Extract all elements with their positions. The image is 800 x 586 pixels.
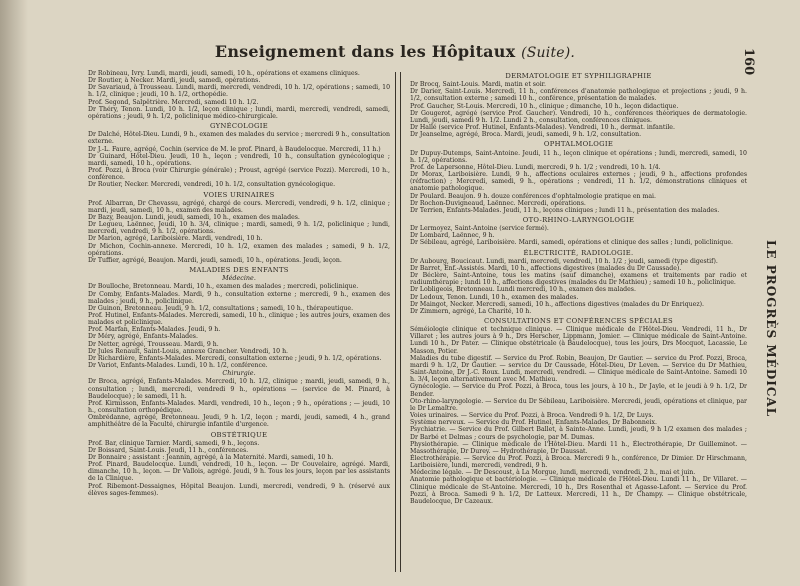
schedule-entry: Dr Rochon-Duvigneaud, Laënnec. Mercredi, opérations. — [410, 199, 586, 207]
schedule-entry: Dr Michon, Cochin-annexe. Mercredi, 10 h. 1/2, examen des malades ; samedi, 9 h. 1/2, opérations. — [88, 242, 390, 257]
schedule-entry: Dr Maingot, Necker. Mercredi, samedi, 10 h., affections digestives (malades du Dr Enriquez). — [410, 300, 704, 308]
schedule-entry: Dr Robineau, Ivry. Lundi, mardi, jeudi, samedi, 10 h., opérations et examens cliniques. — [88, 70, 360, 77]
schedule-entry: Dr Terrien, Enfants-Malades. Jeudi, 11 h., leçons cliniques ; lundi 11 h., présentation des malades. — [410, 206, 720, 214]
schedule-entry: Dr Marion, agrégé, Lariboisière. Mardi, vendredi, 10 h. — [88, 235, 263, 243]
schedule-entry: Prof. Pozzi, à Broca (voir Chirurgie générale) ; Proust, agrégé (service Pozzi). Mercredi, 10 h., conférence. — [88, 167, 390, 182]
schedule-entry: Dr Lombard, Laënnec, 9 h. — [410, 232, 495, 240]
left-column — [88, 70, 390, 497]
schedule-entry: Dr Théry, Tenon. Lundi, 10 h. 1/2, leçon clinique ; lundi, mardi, mercredi, vendredi, samedi, opérations ; jeudi, 9 h. 1/2, policlinique médico-chirurgicale. — [88, 105, 390, 120]
schedule-entry: Dr Bonnaire ; assistant : Jeannin, agrégé, à la Maternité. Mardi, samedi, 10 h. — [88, 453, 334, 461]
section-heading: GYNÉCOLOGIE — [210, 122, 268, 131]
schedule-entry: Voies urinaires. — Service du Prof. Pozzi, à Broca. Vendredi 9 h. 1/2, Dr Luys. — [410, 412, 654, 420]
schedule-entry: Dr Netter, agrégé, Trousseau. Mardi, 9 h. — [88, 340, 219, 348]
schedule-entry: Dr Poulard. Beaujon. 9 h. douze conférences d'ophtalmologie pratique en mai. — [410, 192, 656, 200]
schedule-entry: Dr Lermoyez, Saint-Antoine (service fermé). — [410, 225, 549, 233]
section-heading: MALADIES DES ENFANTS — [189, 266, 289, 275]
schedule-entry: Dr Gougerot, agrégé (service Prof. Gaucher). Vendredi, 10 h., conférences théoriques de dermatologie. Lundi, jeudi, samedi 9 h. 1/2. Lundi 2 h., consultation, conférences cliniques. — [410, 109, 747, 124]
schedule-entry: Physiothérapie. — Clinique médicale de l'Hôtel-Dieu. Mardi 11 h., Électrothérapie, Dr Guilleminot. — Massothérapie, Dr Durey. — Hydrothérapie, Dr Daussat. — [410, 440, 747, 455]
schedule-entry: Gynécologie. — Service du Prof. Pozzi, à Broca, tous les jours, à 10 h., Dr Jayle, et le jeudi à 9 h. 1/2, Dr Bender. — [410, 383, 747, 398]
section-heading: OPHTALMOLOGIE — [543, 140, 614, 149]
schedule-entry: Dr Boulloche, Bretonneau. Mardi, 10 h., examen des malades ; mercredi, policlinique. — [88, 283, 359, 291]
subsection-heading: Chirurgie. — [222, 369, 256, 378]
schedule-entry: Dr Méry, agrégé, Enfants-Malades. — [88, 333, 198, 341]
schedule-entry: Médecine légale. — Dr Descoust, à La Morgue, lundi, mercredi, vendredi, 2 h., mai et juin. — [410, 469, 696, 477]
schedule-entry: Séméiologie clinique et technique clinique. — Clinique médicale de l'Hôtel-Dieu. Vendredi, 11 h., Dr Villaret ; les autres jours à 9 h., Drs Herscher, Lippmann, Jomier. — Clinique médicale de Saint-Antoine. Lundi 10 h., Dr Pater. — Clinique obstétricale (à Baudelocque), tous les jours, Drs Mocquot, Lacassie, Le Masson, Potier. — [410, 326, 747, 355]
page-number: 160 — [741, 48, 756, 76]
section-heading: DERMATOLOGIE ET SYPHILIGRAPHIE — [505, 72, 652, 80]
schedule-entry: Prof. Ribemont-Dessaignes, Hôpital Beaujon. Lundi, mercredi, vendredi, 9 h. (réservé aux élèves sages-femmes). — [88, 482, 390, 497]
schedule-entry: Dr Lobligeois, Bretonneau. Lundi mercredi, 10 h., examen des malades. — [410, 286, 636, 294]
schedule-entry: Dr J.-L. Faure, agrégé, Cochin (service de M. le prof. Pinard, à Baudelocque. Mercredi, 11 h.) — [88, 145, 381, 153]
schedule-entry: Dr Bazy, Beaujon. Lundi, jeudi, samedi, 10 h., examen des malades. — [88, 213, 300, 221]
schedule-entry: Dr Guinon, Bretonneau. Jeudi, 9 h. 1/2, consultations ; samedi, 10 h., thérapeutique. — [88, 304, 354, 312]
schedule-entry: Dr Zimmern, agrégé, La Charité, 10 h. — [410, 307, 532, 315]
column-divider — [395, 72, 401, 572]
schedule-entry: Prof. Kirmisson, Enfants-Malades. Mardi, vendredi, 10 h., leçon ; 9 h., opérations ; — jeudi, 10 h., consultation orthopédique. — [88, 399, 390, 415]
running-head: LE PROGRÈS MÉDICAL — [764, 240, 778, 418]
section-heading: OTO-RHINO-LARYNGOLOGIE — [522, 215, 635, 224]
schedule-entry: Dr Aubourg, Boucicaut. Lundi, mardi, mercredi, vendredi, 10 h. 1/2 ; jeudi, samedi (type digestif). — [410, 257, 718, 265]
section-heading: VOIES URINAIRES — [203, 190, 275, 199]
schedule-entry: Dr Boissard, Saint-Louis. Jeudi, 11 h., conférences. — [88, 446, 249, 454]
schedule-entry: Anatomie pathologique et bactériologie. — Clinique médicale de l'Hôtel-Dieu. Lundi 11 h., Dr Villaret. — Clinique médicale de St-Antoine. Mercredi, 10 h., Drs Rosenthal et Agasse-Lafont. — Service du Prof. Pozzi, à Broca. Samedi 9 h. 1/2, Dr Latteux. Mercredi, 11 h., Dr Champy. — Clinique obstétricale, Baudelocque, Dr Cazeaux. — [410, 476, 747, 505]
schedule-entry: Dr Brocq, Saint-Louis. Mardi, matin et soir. — [410, 81, 546, 89]
schedule-entry: Prof. Hutinel, Enfants-Malades. Mercredi, samedi, 10 h., clinique ; les autres jours, examen des malades et policlinique. — [88, 312, 390, 327]
schedule-entry: Dr Darier, Saint-Louis. Mercredi, 11 h., conférences d'anatomie pathologique et projections ; jeudi, 9 h. 1/2, consultation externe ; samedi 10 h., conférence, présentation de malades. — [410, 88, 747, 103]
schedule-entry: Prof. Bar, clinique Tarnier. Mardi, samedi, 9 h., leçons. — [88, 439, 260, 447]
schedule-entry: Électrothérapie. — Service du Prof. Pozzi, à Broca. Mercredi 9 h., conférence, Dr Dimier. Dr Hirschmann, Lariboisière, lundi, mercredi, vendredi, 9 h. — [410, 454, 747, 470]
schedule-entry: Dr Béclère, Saint-Antoine, tous les matins (sauf dimanche), examens et traitements par radio et radiumthérapie ; lundi 10 h., affections digestives (malades du Dr Mathieu) ; samedi 10 h., policlinique. — [410, 272, 747, 287]
right-column — [410, 70, 747, 505]
schedule-entry: Prof. Segond, Salpêtrière. Mercredi, samedi 10 h. 1/2. — [88, 98, 259, 106]
schedule-entry: Dr Ledoux, Tenon. Lundi, 10 h., examen des malades. — [410, 293, 579, 301]
schedule-entry: Dr Jeanselme, agrégé, Broca. Mardi, jeudi, samedi, 9 h. 1/2, consultation. — [410, 131, 642, 139]
schedule-entry: Prof. de Lapersonne, Hôtel-Dieu. Lundi, mercredi, 9 h. 1/2 ; vendredi, 10 h. 1/4. — [410, 163, 661, 171]
schedule-entry: Prof. Marfan, Enfants-Malades. Jeudi, 9 h. — [88, 326, 221, 334]
schedule-entry: Dr Broca, agrégé, Enfants-Malades. Mercredi, 10 h. 1/2, clinique ; mardi, jeudi, samedi, 9 h., consultation ; lundi, mercredi, vendredi 9 h., opérations — (service de M. Pinard, à Baudelocque) ; le samedi, 11 h. — [88, 378, 390, 400]
section-heading: ÉLECTRICITÉ, RADIOLOGIE. — [523, 248, 634, 257]
schedule-entry: Dr Jules Renault, Saint-Louis, annexe Grancher. Vendredi, 10 h. — [88, 347, 289, 355]
page-fold-shadow — [0, 0, 28, 586]
schedule-entry: Dr Sébileau, agrégé, Lariboisière. Mardi, samedi, opérations et clinique des salles ; lundi, policlinique. — [410, 239, 733, 247]
schedule-entry: Dr Routier, à Necker. Mardi, jeudi, samedi, opérations. — [88, 77, 261, 85]
schedule-entry: Dr Comby, Enfants-Malades. Mardi, 9 h., consultation externe ; mercredi, 9 h., examen des malades ; jeudi, 9 h., policlinique. — [88, 290, 390, 305]
schedule-entry: Oto-rhino-laryngologie. — Service du Dr Sébileau, Lariboisière. Mercredi, jeudi, opérations et clinique, par le Dr Lemaître. — [410, 397, 747, 412]
subsection-heading: Médecine. — [222, 274, 256, 283]
schedule-entry: Système nerveux. — Service du Prof. Hutinel, Enfants-Malades, Dr Babonneix. — [410, 419, 657, 427]
schedule-entry: Dr Richardière, Enfants-Malades. Mercredi, consultation externe ; jeudi, 9 h. 1/2, opérations. — [88, 354, 382, 362]
schedule-entry: Dr Tuffier, agrégé, Beaujon. Mardi, jeudi, samedi, 10 h., opérations. Jeudi, leçon. — [88, 256, 342, 264]
title-suffix: (Suite). — [521, 45, 576, 61]
schedule-entry: Prof. Pinard, Baudelocque. Lundi, vendredi, 10 h., leçon. — Dr Couvelaire, agrégé. Mardi, dimanche, 10 h., leçon. — Dr Vallois, agrégé. Jeudi, 9 h. Tous les jours, leçon par les assistants de la Clinique. — [88, 461, 390, 483]
schedule-entry: Prof. Albarran, Dr Chevassu, agrégé, chargé de cours. Mercredi, vendredi, 9 h. 1/2, clinique ; mardi, jeudi, samedi, 10 h., examen des malades. — [88, 199, 390, 214]
schedule-entry: Dr Savariaud, à Trousseau. Lundi, mardi, mercredi, vendredi, 10 h. 1/2, opérations ; samedi, 10 h. 1/2, clinique ; jeudi, 10 h. 1/2, orthopédie. — [88, 84, 390, 99]
title-main: Enseignement dans les Hôpitaux — [214, 42, 516, 61]
schedule-entry: Dr Dalché, Hôtel-Dieu. Lundi, 9 h., examen des malades du service ; mercredi 9 h., consultation externe. — [88, 131, 390, 146]
schedule-entry: Dr Legueu, Laënnec, Jeudi, 10 h. 3/4, clinique ; mardi, samedi, 9 h. 1/2, policlinique ; lundi, mercredi, vendredi, 9 h. 1/2, opérations. — [88, 221, 390, 236]
schedule-entry: Psychiatrie. — Service du Prof. Gilbert Ballet, à Sainte-Anne. Lundi, jeudi, 9 h 1/2 examen des malades ; Dr Barbé et Delmas ; cours de psychologie, par M. Dumas. — [410, 426, 747, 441]
schedule-entry: Dr Variot, Enfants-Malades. Lundi, 10 h. 1/2, conférence. — [88, 362, 268, 370]
schedule-entry: Ombrédanne, agrégé, Bretonneau. Jeudi, 9 h. 1/2, leçon ; mardi, jeudi, samedi, 4 h., grand amphithéâtre de la Faculté, chirurgie infantile d'urgence. — [88, 414, 390, 429]
section-heading: CONSULTATIONS ET CONFÉRENCES SPÉCIALES — [484, 317, 673, 325]
schedule-entry: Dr Barret, Enf.-Assistés. Mardi, 10 h., affections digestives (malades du Dr Caussade). — [410, 264, 682, 272]
schedule-entry: Prof. Gaucher, St-Louis. Mercredi, 10 h., clinique ; dimanche, 10 h., leçon didactique. — [410, 102, 679, 110]
schedule-entry: Dr Hallé (service Prof. Hutinel, Enfants-Malades). Vendredi, 10 h., dermat. infantile. — [410, 124, 675, 132]
schedule-entry: Dr Dupuy-Dutemps, Saint-Antoine. Jeudi, 11 h., leçon clinique et opérations ; lundi, mercredi, samedi, 10 h. 1/2, opérations. — [410, 149, 747, 164]
schedule-entry: Maladies du tube digestif. — Service du Prof. Robin, Beaujon, Dr Gautier. — service du Prof. Pozzi, Broca, mardi 9 h. 1/2, Dr Gautier. — service du Dr Caussade, Hôtel-Dieu, Dr Leven. — Service du Dr Mathieu, Saint-Antoine, Dr J.-C. Roux. Lundi, mercredi, vendredi. — Clinique médicale de Saint-Antoine. Samedi 10 h. 3/4, leçon alternativement avec M. Mathieu. — [410, 354, 747, 384]
page-title — [0, 42, 790, 61]
section-heading: OBSTÉTRIQUE — [210, 430, 268, 439]
schedule-entry: Dr Morax, Lariboisière. Lundi, 9 h., affections oculaires externes ; jeudi, 9 h., affections profondes (réfraction) ; Mercredi, samedi, 9 h., opérations ; vendredi, 11 h. 1/2, démonstrations cliniques et anatomie pathologique. — [410, 171, 747, 193]
schedule-entry: Dr Routier, Necker. Mercredi, vendredi, 10 h. 1/2, consultation gynécologique. — [88, 181, 336, 189]
schedule-entry: Dr Guinard, Hôtel-Dieu. Jeudi, 10 h., leçon ; vendredi, 10 h., consultation gynécologique ; mardi, samedi, 10 h., opérations. — [88, 152, 390, 167]
